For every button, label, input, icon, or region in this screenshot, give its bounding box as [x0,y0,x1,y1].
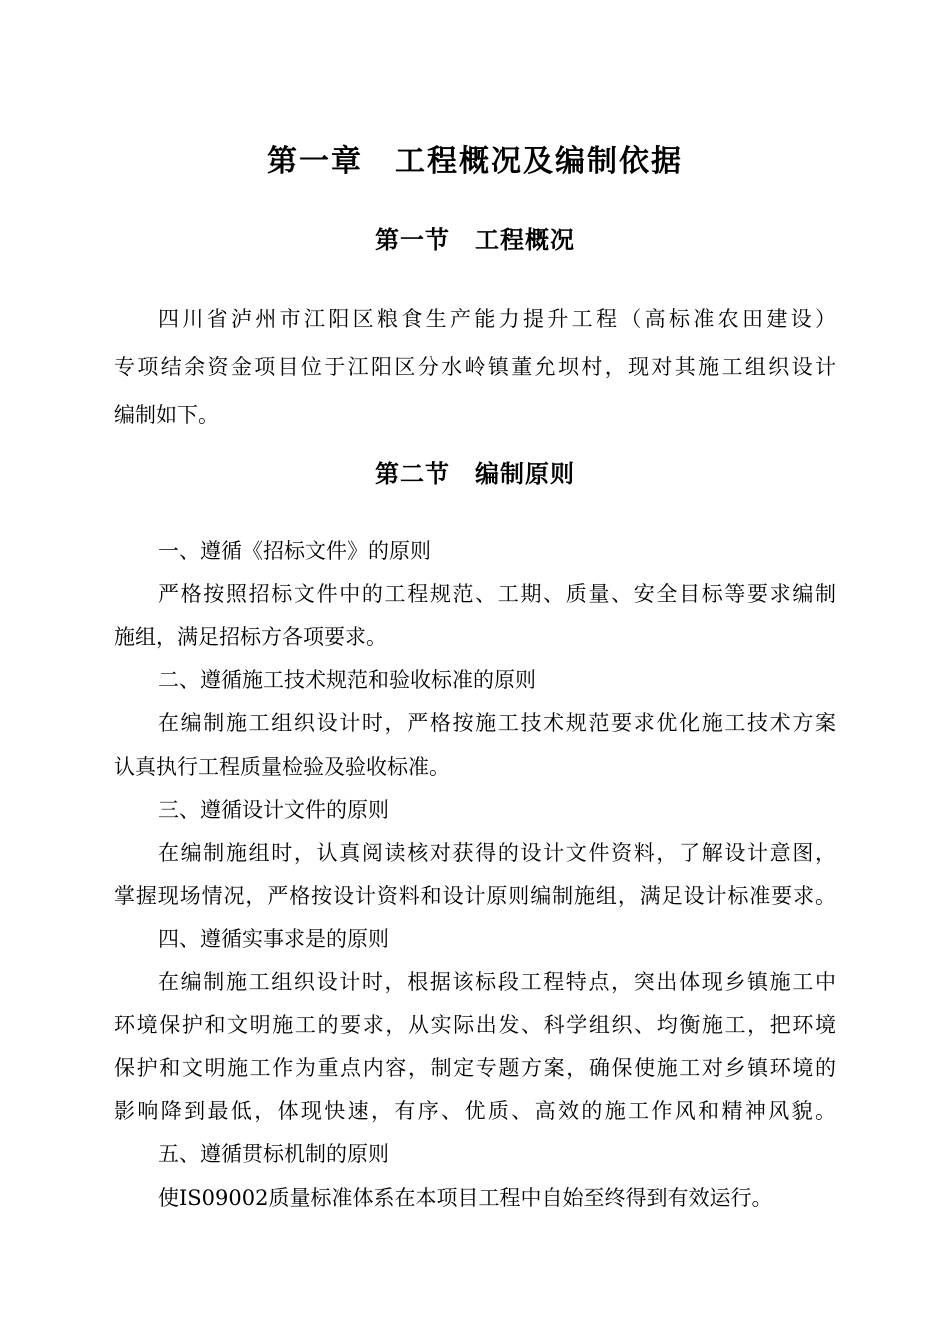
principle-text-line: 严格按照招标文件中的工程规范、工期、质量、安全目标等要求编制 [158,582,836,606]
principle-text-line: 掌握现场情况，严格按设计资料和设计原则编制施组，满足设计标准要求。 [114,884,836,908]
principle-text-line: 在编制施组时，认真阅读核对获得的设计文件资料，了解设计意图， [158,841,836,865]
principle-text-line: 保护和文明施工作为重点内容，制定专题方案，确保使施工对乡镇环境的 [114,1056,836,1080]
principle-heading: 三、遵循设计文件的原则 [158,798,389,822]
principle-heading: 五、遵循贯标机制的原则 [158,1142,389,1166]
section-title-overview: 第一节 工程概况 [375,226,575,254]
principle-heading: 二、遵循施工技术规范和验收标准的原则 [158,668,536,692]
overview-paragraph-line: 四川省泸州市江阳区粮食生产能力提升工程（高标准农田建设） [158,307,836,331]
principle-text-line: 认真执行工程质量检验及验收标准。 [114,755,450,779]
principle-text-line: 影响降到最低，体现快速，有序、优质、高效的施工作风和精神风貌。 [114,1099,836,1123]
overview-paragraph-line: 编制如下。 [114,403,219,427]
principle-text-line: 施组，满足招标方各项要求。 [114,625,387,649]
principle-text-line: 在编制施工组织设计时，严格按施工技术规范要求优化施工技术方案 [158,711,836,735]
principle-text-line: 使IS09002质量标准体系在本项目工程中自始至终得到有效运行。 [158,1186,773,1210]
overview-paragraph-line: 专项结余资金项目位于江阳区分水岭镇董允坝村，现对其施工组织设计 [114,355,836,379]
principle-text-line: 环境保护和文明施工的要求，从实际出发、科学组织、均衡施工，把环境 [114,1013,836,1037]
section-title-principles: 第二节 编制原则 [375,460,575,488]
principle-heading: 一、遵循《招标文件》的原则 [158,539,431,563]
principle-text-line: 在编制施工组织设计时，根据该标段工程特点，突出体现乡镇施工中 [158,970,836,994]
chapter-title: 第一章 工程概况及编制依据 [267,144,683,179]
principle-heading: 四、遵循实事求是的原则 [158,927,389,951]
